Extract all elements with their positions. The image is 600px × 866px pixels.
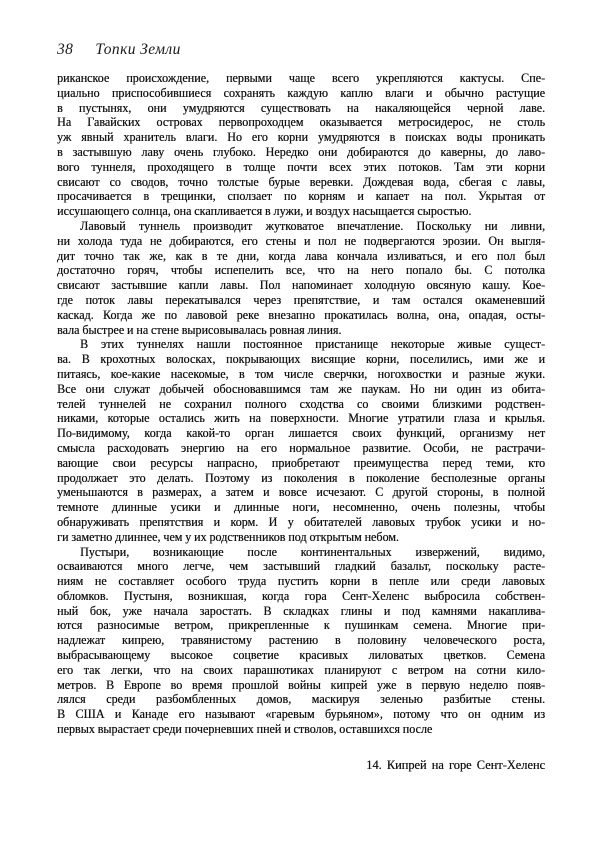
text-line: На Гавайских островах первопроходцем оказывается метросидерос, не столь [57, 115, 545, 130]
text-line: В этих туннелях нашли постоянное пристанище некоторые живые сущест- [80, 337, 545, 352]
text-line: риканское происхождение, первыми чаще всего укрепляются кактусы. Спе- [57, 71, 545, 85]
chapter-title: Топки Земли [95, 41, 181, 58]
text-line: ги заметно длиннее, чем у их родственников под открытым небом. [57, 529, 399, 544]
text-line: В США и Канаде его называют «гаревым бурьяном», потому что он одним из [57, 707, 545, 722]
text-line: циально приспособившиеся сохранять каждую каплю влаги и обычно растущие [57, 85, 545, 100]
page-number: 38 [57, 41, 74, 58]
text-line: уменьшаются в размерах, а затем и вовсе исчезают. С другой стороны, в полной [57, 485, 545, 500]
text-line: Пустыри, возникающие после континентальных извержений, видимо, [80, 544, 545, 559]
text-line: обнаруживать препятствия и корм. И у обитателей лавовых трубок усики и но- [57, 514, 545, 529]
text-line: По-видимому, когда какой-то орган лишается своих функций, организму нет [57, 426, 545, 441]
text-line: ниям не составляет особого труда пустить корни в пепле или среди лавовых [57, 574, 545, 589]
text-line: никами, которые остались жить на поверхности. Многие утратили глаза и крылья. [57, 411, 545, 426]
text-line: свисают со сводов, точно толстые бурые веревки. Дождевая вода, сбегая с лавы, [57, 174, 545, 189]
text-line: просачивается в трещинки, сползает по корням и капает на пол. Укрытая от [57, 189, 545, 204]
text-line: продолжает это делать. Поэтому из поколения в поколение бесполезные органы [57, 470, 545, 485]
text-block [57, 71, 545, 737]
text-line: дит точно так же, как в те дни, когда лава кончала изливаться, и его пол был [57, 248, 545, 263]
text-line: уж явный хранитель влаги. Но его корни умудряются в поисках воды проникать [57, 130, 545, 145]
text-line: достаточно горяч, чтобы испепелить все, что на него попало бы. С потолка [57, 263, 545, 278]
text-line: осваиваются много легче, чем застывший гладкий базальт, поскольку расте- [57, 559, 545, 574]
text-line: темноте длинные усики и длинные ноги, несомненно, очень полезны, чтобы [57, 500, 545, 515]
text-line: телей туннелей не сохранил полного сходства со своими близкими родствен- [57, 396, 545, 411]
text-line: смысла расходовать энергию на его нормальное развитие. Особи, не растрачи- [57, 440, 545, 455]
text-line: каскад. Когда же по лавовой реке внезапно прокатилась волна, она, опадая, осты- [57, 307, 545, 322]
text-line: свисают застывшие капли лавы. Пол напоминает холодную овсяную кашу. Кое- [57, 278, 545, 293]
text-line: в пустынях, они умудряются существовать на накаляющейся черной лаве. [57, 100, 545, 115]
text-line: обломков. Пустыня, возникшая, когда гора Сент-Хеленс выбросила собствен- [57, 588, 545, 603]
text-line: выбрасывающему высокое соцветие красивых лиловатых цветков. Семена [57, 648, 545, 663]
text-line: ни холода туда не добираются, его стены и пол не подвергаются эрозии. Он выгля- [57, 233, 545, 248]
text-line: ный бок, уже начала заростать. В складках глины и под камнями накаплива- [57, 603, 545, 618]
text-line: в застывшую лаву очень глубоко. Нередко они добираются до каверны, до лаво- [57, 144, 545, 159]
text-line: Все они служат добычей обосновавшимся там же паукам. Но ни один из обита- [57, 381, 545, 396]
text-line: Лавовый туннель производит жутковатое впечатление. Поскольку ни ливни, [80, 218, 545, 233]
paragraph [57, 71, 545, 219]
figure-caption: 14. Кипрей на горе Сент-Хеленс [366, 757, 545, 772]
text-line: ются разносимые ветром, прикрепленные к пушинкам семена. Многие при- [57, 618, 545, 633]
paragraph [57, 337, 545, 544]
text-line: лялся среди разбомбленных домов, маскируя зеленью разбитые стены. [57, 692, 545, 707]
text-line: иссушающего солнца, она скапливается в лужи, и воздух насыщается сыростью. [57, 204, 472, 219]
running-head [57, 42, 545, 58]
text-line: где поток лавы перекатывался через препятствие, и там остался окаменевший [57, 292, 545, 307]
text-line: питаясь, кое-какие насекомые, в том числе сверчки, ногохвостки и разные жуки. [57, 366, 545, 381]
text-line: вающие свои ресурсы напрасно, приобретают преимущества перед теми, кто [57, 455, 545, 470]
text-line: метров. В Европе во время прошлой войны кипрей уже в первую неделю появ- [57, 677, 545, 692]
paragraph [57, 545, 545, 737]
paragraph [57, 219, 545, 337]
text-line: вала быстрее и на стене вырисовывалась ровная линия. [57, 322, 342, 337]
text-line: первых вырастает среди почерневших пней и стволов, оставшихся после [57, 722, 433, 737]
text-line: надлежат кипрею, травянистому растению в половину человеческого роста, [57, 633, 545, 648]
text-line: ва. В крохотных волосках, покрывающих висящие корни, поселились, ими же и [57, 352, 545, 367]
text-line: его так легки, что на своих парашютиках планируют с ветром на сотни кило- [57, 662, 545, 677]
text-line: вого туннеля, проходящего в толще почти всех этих потоков. Там эти корни [57, 159, 545, 174]
